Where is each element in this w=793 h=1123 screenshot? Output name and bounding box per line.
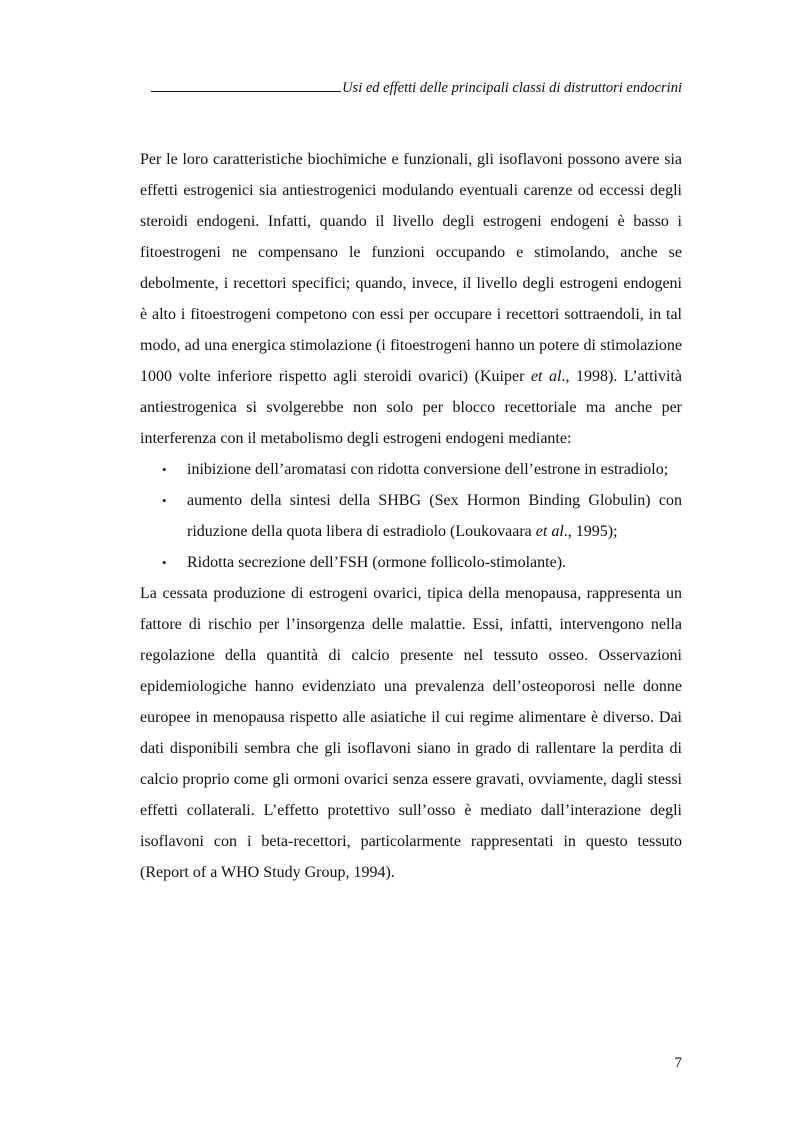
paragraph-text: ., 1998). L’attività antiestrogenica si svolgerebbe non solo per blocco recettoriale ma anche per interferenza con il metabolismo degli estrogeni endogeni mediante: (140, 368, 682, 447)
header-title: Usi ed effetti delle principali classi di distruttori endocrini (342, 80, 682, 96)
main-text (140, 144, 682, 888)
bullet-icon: • (162, 493, 167, 508)
paragraph-text: Per le loro caratteristiche biochimiche e funzionali, gli isoflavoni possono avere sia effetti estrogenici sia antiestrogenici modulando eventuali carenze od eccessi degli steroidi endogeni. Infatti, quando il livello degli estrogeni endogeni è basso i fitoestrogeni ne compensano le funzioni occupando e stimolando, anche se debolmente, i recettori specifici; quando, invece, il livello degli estrogeni endogeni è alto i fitoestrogeni competono con essi per occupare i recettori sottraendoli, in tal modo, ad una energica stimolazione (i fitoestrogeni hanno un potere di stimolazione 1000 volte inferiore rispetto agli steroidi ovarici) (Kuiper (140, 151, 682, 385)
citation-italic: et al (535, 523, 564, 540)
page-number: 7 (674, 1055, 682, 1071)
running-header (140, 80, 682, 97)
paragraph-isoflavoni (140, 144, 682, 454)
citation-italic: et al (530, 368, 562, 385)
bullet-icon: • (162, 462, 167, 477)
list-item: • aumento della sintesi della SHBG (Sex Hormon Binding Globulin) con riduzione della quota libera di estradiolo (Loukovaara et al., 1995); (140, 485, 682, 547)
header-rule (151, 80, 341, 92)
list-item: • inibizione dell’aromatasi con ridotta conversione dell’estrone in estradiolo; (140, 454, 682, 485)
list-item: • Ridotta secrezione dell’FSH (ormone follicolo-stimolante). (140, 547, 682, 578)
paragraph-menopausa: La cessata produzione di estrogeni ovarici, tipica della menopausa, rappresenta un fattore di rischio per l’insorgenza delle malattie. Essi, infatti, intervengono nella regolazione della quantità di calcio presente nel tessuto osseo. Osservazioni epidemiologiche hanno evidenziato una prevalenza dell’osteoporosi nelle donne europee in menopausa rispetto alle asiatiche il cui regime alimentare è diverso. Dai dati disponibili sembra che gli isoflavoni siano in grado di rallentare la perdita di calcio proprio come gli ormoni ovarici senza essere gravati, ovviamente, dagli stessi effetti collaterali. L’effetto protettivo sull’osso è mediato dall’interazione degli isoflavoni con i beta-recettori, particolarmente rappresentati in questo tessuto (Report of a WHO Study Group, 1994). (140, 585, 682, 881)
bullet-icon: • (162, 555, 167, 570)
bullet-list (140, 454, 682, 578)
